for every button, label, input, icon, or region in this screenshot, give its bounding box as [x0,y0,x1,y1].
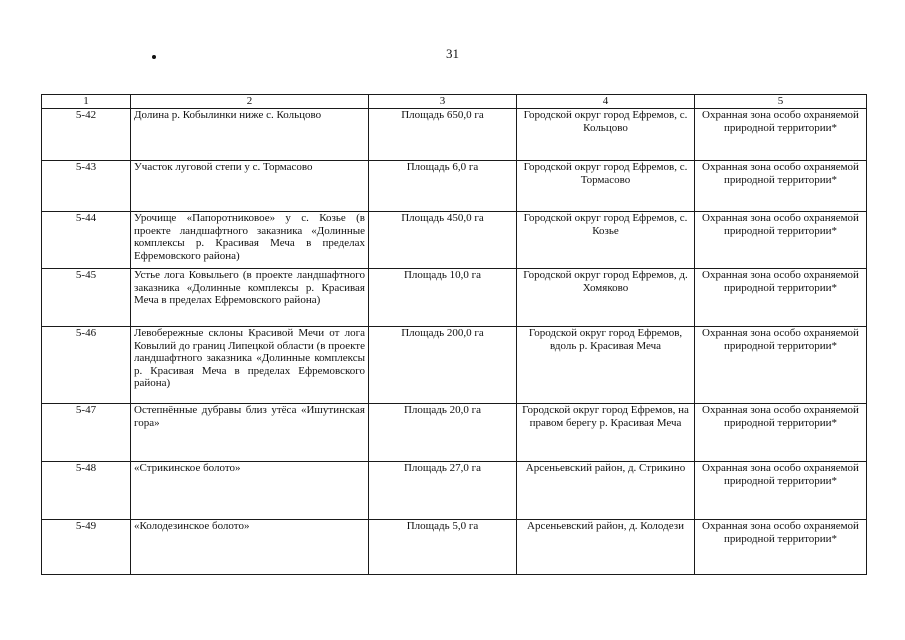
row-name: Устье лога Ковыльего (в проекте ландшафтного заказника «Долинные комплексы р. Красивая Меча в пределах Ефремовского района) [131,269,369,327]
row-name: Левобережные склоны Красивой Мечи от лога Ковылий до границ Липецкой области (в проекте ландшафтного заказника «Долинные комплексы р. Красивая Меча в пределах Ефремовского района) [131,327,369,404]
table-row [42,212,867,269]
row-status: Охранная зона особо охраняемой природной территории* [695,269,867,327]
row-location: Городской округ город Ефремов, с. Тормасово [517,161,695,212]
row-status: Охранная зона особо охраняемой природной территории* [695,327,867,404]
table-row [42,462,867,520]
row-id: 5-42 [42,109,131,161]
row-area: Площадь 450,0 га [369,212,517,269]
header-row [42,95,867,109]
row-area: Площадь 650,0 га [369,109,517,161]
row-area: Площадь 20,0 га [369,404,517,462]
row-name: «Стрикинское болото» [131,462,369,520]
row-id: 5-48 [42,462,131,520]
header-col-2: 2 [131,95,369,109]
table-row [42,327,867,404]
row-name: «Колодезинское болото» [131,520,369,575]
header-col-5: 5 [695,95,867,109]
row-status: Охранная зона особо охраняемой природной территории* [695,404,867,462]
row-status: Охранная зона особо охраняемой природной территории* [695,212,867,269]
row-id: 5-47 [42,404,131,462]
row-location: Городской округ город Ефремов, вдоль р. Красивая Меча [517,327,695,404]
page-number: 31 [446,46,459,61]
table-row [42,269,867,327]
table-row [42,520,867,575]
row-area: Площадь 10,0 га [369,269,517,327]
row-name: Остепнённые дубравы близ утёса «Ишутинская гора» [131,404,369,462]
table-row [42,109,867,161]
row-name: Долина р. Кобылинки ниже с. Кольцово [131,109,369,161]
row-location: Арсеньевский район, д. Колодези [517,520,695,575]
row-status: Охранная зона особо охраняемой природной территории* [695,161,867,212]
row-name: Участок луговой степи у с. Тормасово [131,161,369,212]
row-location: Городской округ город Ефремов, с. Козье [517,212,695,269]
header-col-3: 3 [369,95,517,109]
row-id: 5-45 [42,269,131,327]
row-status: Охранная зона особо охраняемой природной территории* [695,109,867,161]
row-location: Городской округ город Ефремов, на правом берегу р. Красивая Меча [517,404,695,462]
row-area: Площадь 5,0 га [369,520,517,575]
row-name: Урочище «Папоротниковое» у с. Козье (в проекте ландшафтного заказника «Долинные комплексы р. Красивая Меча в пределах Ефремовского района) [131,212,369,269]
row-location: Арсеньевский район, д. Стрикино [517,462,695,520]
row-area: Площадь 200,0 га [369,327,517,404]
zones-table [41,94,867,575]
row-id: 5-49 [42,520,131,575]
header-col-4: 4 [517,95,695,109]
row-location: Городской округ город Ефремов, с. Кольцово [517,109,695,161]
row-id: 5-46 [42,327,131,404]
table-row [42,161,867,212]
row-area: Площадь 6,0 га [369,161,517,212]
row-area: Площадь 27,0 га [369,462,517,520]
row-id: 5-43 [42,161,131,212]
row-location: Городской округ город Ефремов, д. Хомяково [517,269,695,327]
header-col-1: 1 [42,95,131,109]
row-id: 5-44 [42,212,131,269]
row-status: Охранная зона особо охраняемой природной территории* [695,462,867,520]
row-status: Охранная зона особо охраняемой природной территории* [695,520,867,575]
table-row [42,404,867,462]
